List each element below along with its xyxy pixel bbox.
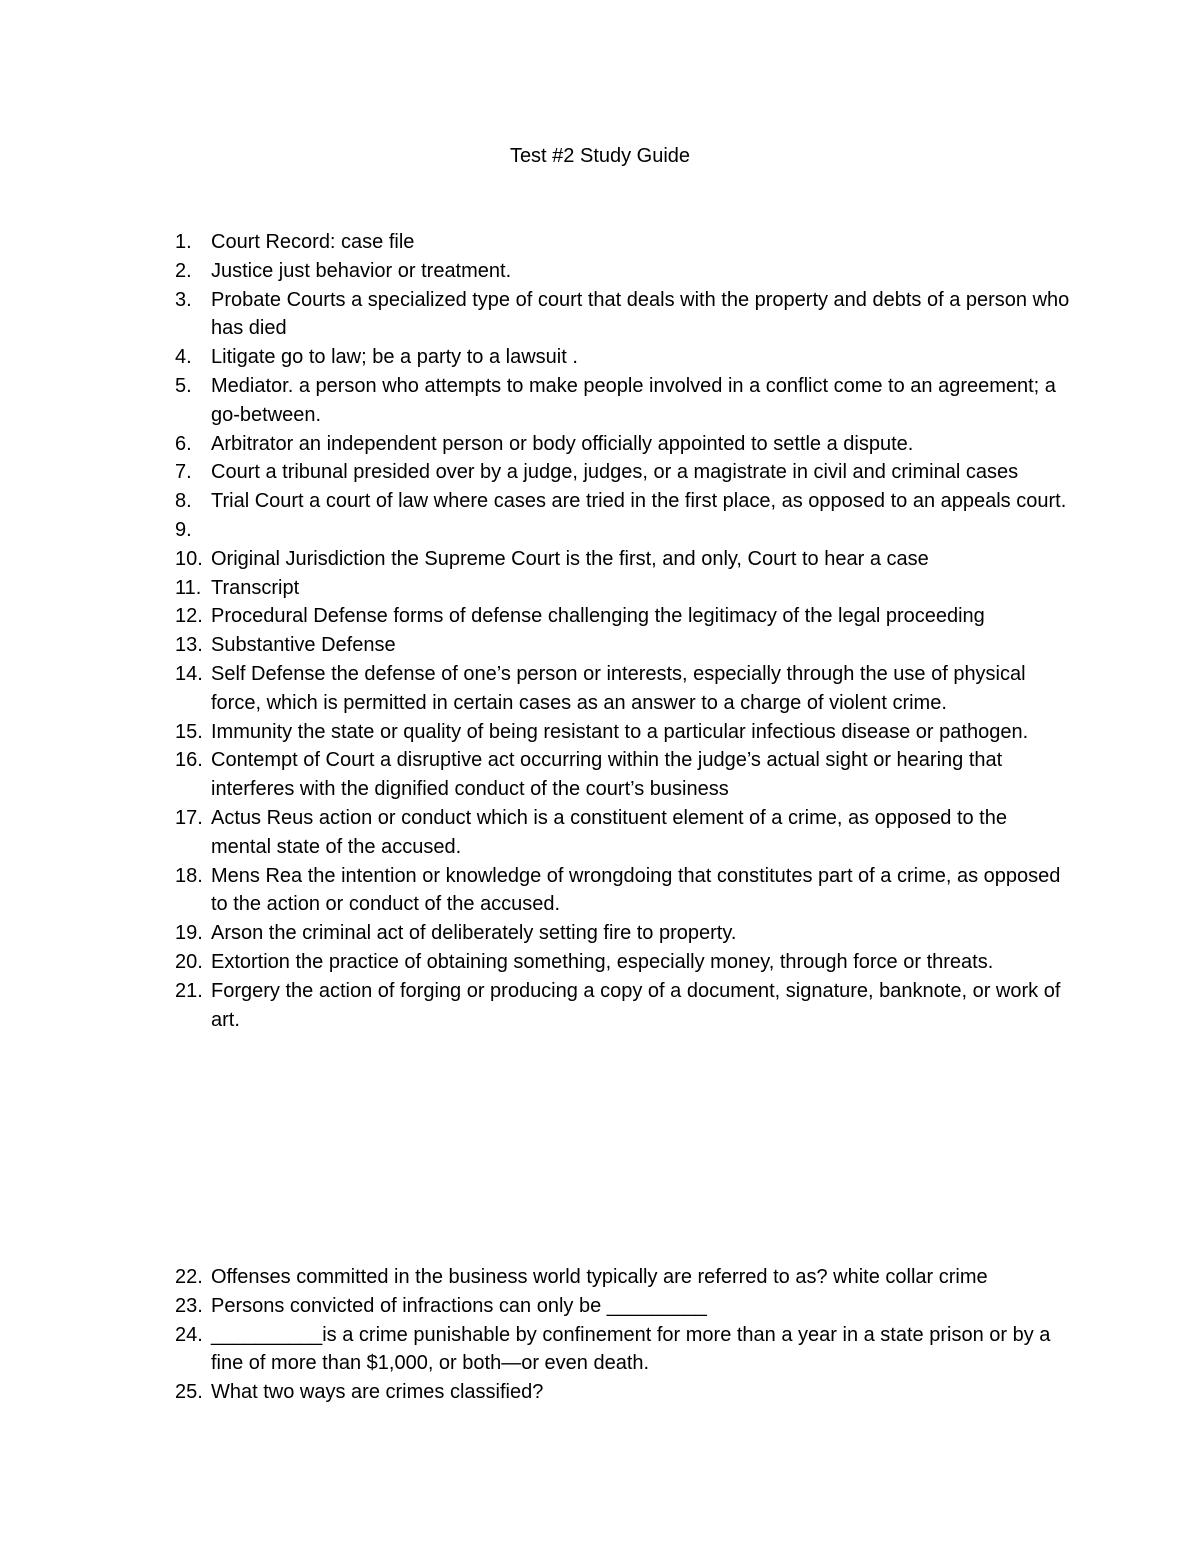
list-item	[0, 430, 1200, 459]
list-item	[0, 487, 1200, 516]
questions-list	[0, 1263, 1200, 1407]
item-number: 12.	[175, 605, 203, 628]
item-text	[211, 516, 1070, 545]
item-number: 7.	[175, 461, 192, 484]
item-text: Persons convicted of infractions can only be _________	[211, 1294, 707, 1317]
item-number: 4.	[175, 346, 192, 369]
list-item	[0, 862, 1200, 920]
item-text: Extortion the practice of obtaining something, especially money, through force or threats.	[211, 950, 994, 973]
list-item	[0, 1378, 1200, 1407]
item-number: 2.	[175, 259, 192, 282]
list-item	[0, 574, 1200, 603]
item-text: Probate Courts a specialized type of court that deals with the property and debts of a person who has died	[211, 288, 1070, 340]
list-item	[0, 458, 1200, 487]
item-number: 3.	[175, 288, 192, 311]
list-item	[0, 746, 1200, 804]
list-item	[0, 718, 1200, 747]
item-text: Actus Reus action or conduct which is a constituent element of a crime, as opposed to the mental state of the accused.	[211, 806, 1007, 858]
list-item	[0, 1292, 1200, 1321]
item-number: 20.	[175, 950, 203, 973]
item-text: Arbitrator an independent person or body officially appointed to settle a dispute.	[211, 432, 914, 455]
item-text: Court a tribunal presided over by a judge, judges, or a magistrate in civil and criminal cases	[211, 461, 1019, 484]
item-text: Mens Rea the intention or knowledge of wrongdoing that constitutes part of a crime, as opposed to the action or conduct of the accused.	[211, 864, 1061, 916]
item-text: Arson the criminal act of deliberately setting fire to property.	[211, 922, 737, 945]
item-text: Self Defense the defense of one’s person or interests, especially through the use of physical force, which is permitted in certain cases as an answer to a charge of violent crime.	[211, 662, 1026, 714]
item-number: 21.	[175, 979, 203, 1002]
list-item	[0, 660, 1200, 718]
item-text: Substantive Defense	[211, 634, 396, 657]
list-item	[0, 631, 1200, 660]
list-item	[0, 545, 1200, 574]
item-text: Justice just behavior or treatment.	[211, 259, 512, 282]
item-number: 16.	[175, 749, 203, 772]
item-number: 5.	[175, 374, 192, 397]
item-number: 1.	[175, 231, 192, 253]
item-number: 17.	[175, 806, 203, 829]
list-item	[0, 228, 1200, 257]
item-number: 22.	[175, 1266, 203, 1288]
item-text: Court Record: case file	[211, 231, 415, 253]
list-item	[0, 516, 1200, 545]
item-number: 10.	[175, 547, 203, 570]
list-item	[0, 919, 1200, 948]
item-text: Mediator. a person who attempts to make people involved in a conflict come to an agreement; a go-between.	[211, 374, 1056, 426]
item-number: 15.	[175, 720, 203, 743]
item-number: 25.	[175, 1381, 203, 1404]
item-text: Immunity the state or quality of being resistant to a particular infectious disease or pathogen.	[211, 720, 1029, 743]
item-number: 11.	[175, 576, 202, 599]
list-item	[0, 977, 1200, 1035]
item-text: __________is a crime punishable by confinement for more than a year in a state prison or by a fine of more than $1,000, or both—or even death.	[211, 1323, 1051, 1375]
item-number: 18.	[175, 864, 203, 887]
item-text: Litigate go to law; be a party to a lawsuit .	[211, 346, 578, 369]
list-item	[0, 948, 1200, 977]
item-number: 23.	[175, 1294, 203, 1317]
item-text: Contempt of Court a disruptive act occurring within the judge’s actual sight or hearing that interferes with the dignified conduct of the court’s business	[211, 749, 1003, 801]
item-text: Offenses committed in the business world typically are referred to as? white collar crime	[211, 1266, 988, 1288]
item-number: 14.	[175, 662, 203, 685]
item-text: What two ways are crimes classified?	[211, 1381, 544, 1404]
item-number: 19.	[175, 922, 203, 945]
item-number: 8.	[175, 490, 192, 513]
list-item	[0, 343, 1200, 372]
item-number: 9.	[175, 518, 192, 541]
item-number: 13.	[175, 634, 203, 657]
item-number: 24.	[175, 1323, 203, 1346]
page-title: Test #2 Study Guide	[509, 145, 691, 167]
list-item	[0, 257, 1200, 286]
item-text: Trial Court a court of law where cases are tried in the first place, as opposed to an appeals court.	[211, 490, 1067, 513]
list-item	[0, 286, 1200, 344]
item-text: Procedural Defense forms of defense challenging the legitimacy of the legal proceeding	[211, 605, 985, 628]
item-number: 6.	[175, 432, 192, 455]
definitions-list	[0, 228, 1200, 1034]
list-item	[0, 804, 1200, 862]
item-text: Original Jurisdiction the Supreme Court is the first, and only, Court to hear a case	[211, 547, 929, 570]
list-item	[0, 602, 1200, 631]
list-item	[0, 1321, 1200, 1379]
item-text: Transcript	[211, 576, 300, 599]
list-item	[0, 372, 1200, 430]
item-text: Forgery the action of forging or producing a copy of a document, signature, banknote, or work of art.	[211, 979, 1061, 1031]
list-item	[0, 1263, 1200, 1292]
